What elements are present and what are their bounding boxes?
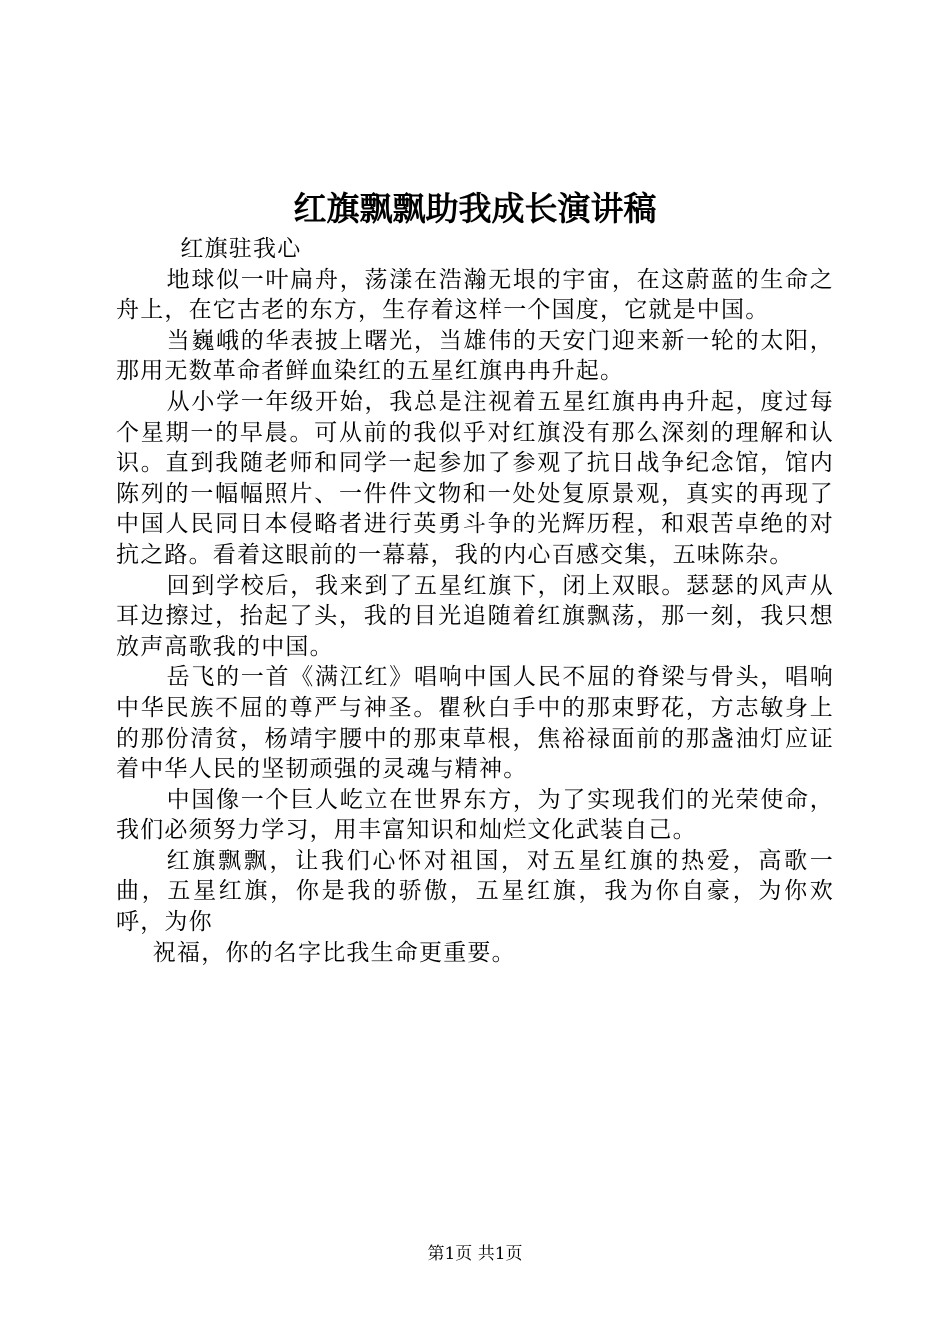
page-footer: 第1页 共1页 bbox=[427, 1244, 523, 1264]
paragraph-6: 中国像一个巨人屹立在世界东方，为了实现我们的光荣使命，我们必须努力学习，用丰富知识和灿烂文化武装自己。 bbox=[116, 786, 834, 844]
paragraph-5: 岳飞的一首《满江红》唱响中国人民不屈的脊梁与骨头，唱响中华民族不屈的尊严与神圣。瞿秋白手中的那束野花，方志敏身上的那份清贫，杨靖宇腰中的那束草根，焦裕禄面前的那盏油灯应证着中华人民的坚韧顽强的灵魂与精神。 bbox=[116, 664, 834, 783]
document-subtitle: 红旗驻我心 bbox=[180, 236, 302, 262]
paragraph-2: 当巍峨的华表披上曙光，当雄伟的天安门迎来新一轮的太阳，那用无数革命者鲜血染红的五星红旗冉冉升起。 bbox=[116, 327, 834, 385]
document-body bbox=[116, 234, 834, 968]
paragraph-3: 从小学一年级开始，我总是注视着五星红旗冉冉升起，度过每个星期一的早晨。可从前的我似乎对红旗没有那么深刻的理解和认识。直到我随老师和同学一起参加了参观了抗日战争纪念馆，馆内陈列的一幅幅照片、一件件文物和一处处复原景观，真实的再现了中国人民同日本侵略者进行英勇斗争的光辉历程，和艰苦卓绝的对抗之路。看着这眼前的一幕幕，我的内心百感交集，五味陈杂。 bbox=[116, 388, 834, 568]
paragraph-1: 地球似一叶扁舟，荡漾在浩瀚无垠的宇宙，在这蔚蓝的生命之舟上，在它古老的东方，生存着这样一个国度，它就是中国。 bbox=[116, 266, 834, 324]
document-title: 红旗飘飘助我成长演讲稿 bbox=[293, 189, 657, 228]
paragraph-7: 红旗飘飘，让我们心怀对祖国，对五星红旗的热爱，高歌一曲，五星红旗，你是我的骄傲，五星红旗，我为你自豪，为你欢呼，为你 bbox=[116, 847, 834, 936]
closing-line: 祝福，你的名字比我生命更重要。 bbox=[152, 939, 516, 966]
paragraph-4: 回到学校后，我来到了五星红旗下，闭上双眼。瑟瑟的风声从耳边擦过，抬起了头，我的目光追随着红旗飘荡，那一刻，我只想放声高歌我的中国。 bbox=[116, 572, 834, 660]
